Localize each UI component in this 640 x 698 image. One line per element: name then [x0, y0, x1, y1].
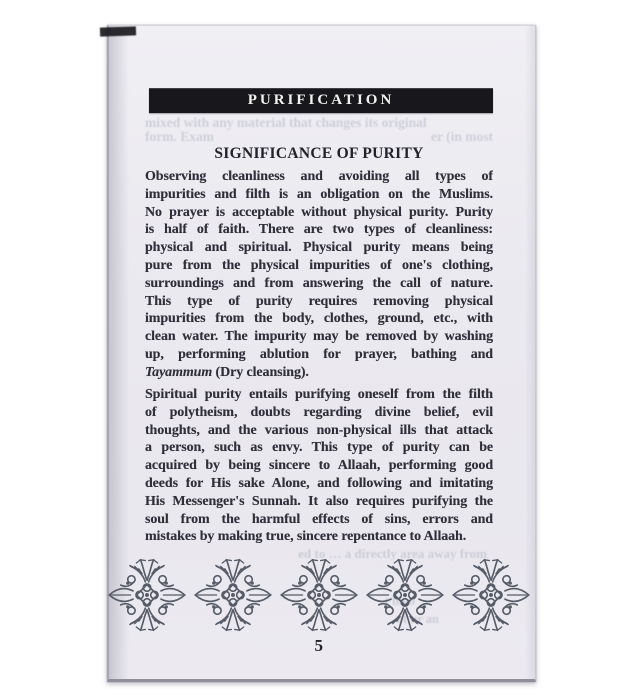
bleed-line: t bloo: [384, 594, 415, 608]
text-line: thoughts, and the various non-physical ills that attack: [145, 422, 493, 438]
page-content: [109, 26, 535, 679]
chapter-banner: [149, 88, 493, 113]
text-line: clean water. The impurity may be removed by washing: [145, 329, 493, 345]
text-line: His Messenger's Sunnah. It also requires purifying the: [145, 493, 493, 509]
text-line: impurities and filth is an obligation on the Muslims.: [145, 186, 493, 202]
ornament-motif: [106, 557, 188, 633]
text-line: acquired by being sincere to Allaah, performing good: [145, 458, 493, 474]
ornament-motif: [278, 557, 360, 633]
bleed-line: of ur an: [396, 612, 439, 626]
text-line: impurities from the body, clothes, ground, etc., with: [145, 311, 493, 327]
text-line: deeds for His sake Alone, and following and imitating: [145, 476, 493, 492]
text-line: [145, 364, 493, 382]
text-line: soul from the harmful effects of sins, errors and: [145, 511, 493, 527]
ornament-motif: [450, 557, 532, 633]
body-text: [145, 168, 493, 546]
paragraph: [145, 386, 493, 528]
text-line-rest: (Dry cleansing).: [212, 364, 309, 380]
page-number: 5: [314, 636, 324, 656]
paragraph: [145, 168, 493, 364]
text-line: surroundings and from answering the call of nature.: [145, 275, 493, 291]
text-line: This type of purity requires removing physical: [145, 293, 493, 309]
section-heading: SIGNIFICANCE OF PURITY: [214, 145, 424, 162]
text-line: pure from the physical impurities of one's clothing,: [145, 257, 493, 273]
bleed-line: ed to … a directly area away from: [298, 546, 487, 561]
chapter-banner-label: PURIFICATION: [247, 92, 395, 108]
text-line: of polytheism, doubts regarding divine belief, evil: [145, 404, 493, 420]
text-line: mistakes by making true, sincere repentance to Allaah.: [145, 529, 467, 545]
bleed-line: form. Exam er (in most: [145, 129, 493, 144]
text-line: a person, such as envy. This type of purity can be: [145, 440, 493, 456]
text-line: up, performing ablution for prayer, bathing and: [145, 346, 493, 362]
text-line: physical and spiritual. Physical purity means being: [145, 240, 493, 256]
ornament-band: [145, 557, 493, 633]
text-line: Spiritual purity entails purifying oneself from the filth: [145, 387, 493, 403]
text-line: Observing cleanliness and avoiding all types of: [145, 169, 493, 184]
bleed-line: mixed with any material that changes its original: [145, 115, 427, 130]
bleed-through-text: [145, 116, 493, 144]
book-page: [107, 25, 536, 682]
ornament-motif: [192, 557, 274, 633]
text-line: is half of faith. There are two types of cleanliness:: [145, 222, 493, 238]
tayammum-term: Tayammum: [145, 364, 213, 380]
text-line: No prayer is acceptable without physical purity. Purity: [145, 204, 493, 220]
